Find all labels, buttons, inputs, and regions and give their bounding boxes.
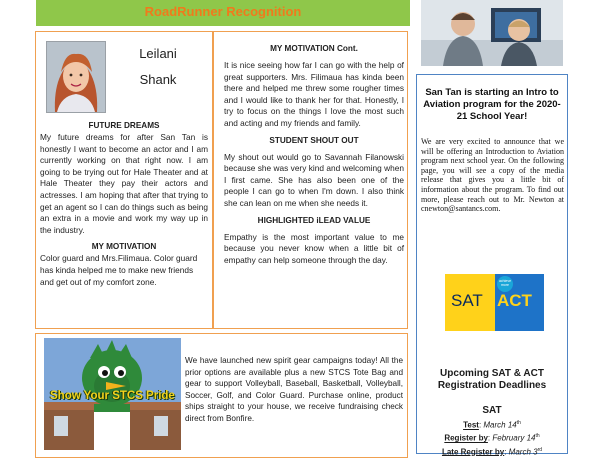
student-first-name: Leilani — [139, 46, 177, 61]
late-date-label: Late Register by — [441, 447, 505, 457]
register-date-suffix: th — [535, 433, 540, 440]
ilead-heading: HIGHLIGHTED iLEAD VALUE — [257, 215, 371, 225]
register-date-label: Register by — [444, 433, 488, 443]
sat-act-logo — [445, 274, 544, 331]
test-date-row: Test: March 14th — [463, 420, 521, 430]
motivation-heading: MY MOTIVATION — [91, 242, 157, 252]
sat-label: SAT — [482, 405, 502, 416]
aviation-title: San Tan is starting an Intro to Aviation program for the 2020-21 School Year! — [423, 87, 561, 122]
spirit-image-caption: Show Your STCS Pride — [50, 390, 175, 402]
deadlines-heading: Upcoming SAT & ACT Registration Deadlines — [437, 368, 547, 391]
test-date-value: March 14 — [483, 420, 517, 430]
motivation-cont-text: It is nice seeing how far I can go with the help of great supporters. Mrs. Filimaua has kinda been there and helped me threw some rougher times and I would like to thank her for that. Honestly, I try to focus on the things I love the most such and acting and my friends and family. — [224, 60, 404, 128]
aviation-text: We are very excited to announce that we will be offering an Introduction to Aviation program next school year. On the following page, you will see a copy of the media release that gives you a little bit of information about the program. To find out more, please reach out to Mr. Newton at cnewton@santancs.com. — [421, 137, 564, 214]
test-date-label: Test — [463, 420, 479, 430]
motivation-cont-heading: MY MOTIVATION Cont. — [270, 44, 358, 53]
aviation-photo — [421, 0, 563, 66]
register-date-row: Register by: February 14th — [444, 433, 540, 443]
logo-act: ACT — [497, 291, 532, 310]
shoutout-heading: STUDENT SHOUT OUT — [269, 135, 359, 145]
shoutout-text: My shout out would go to Savannah Filanowski because she was very kind and welcoming when I first came. She has also been one of the people I can go to when I'm down. I also think she can lean on me when she needs it. — [224, 151, 404, 208]
student-last-name: Shank — [139, 72, 177, 87]
section-banner — [36, 0, 410, 26]
late-date-suffix: rd — [537, 446, 543, 453]
future-dreams-text: My future dreams for after San Tan is honestly I want to become an actor and I am currently working on that right now. I am going to be trying out for Hale Theater and at Hale Theater they pay their actors and actresses. I am hoping that after that trying to get an agent so I can do things such as being an extra in a movie and work my way up in the industry. — [40, 132, 208, 235]
late-date-value: March 3 — [508, 447, 538, 457]
right-column — [224, 43, 404, 266]
test-date-suffix: th — [516, 420, 521, 426]
left-column — [40, 120, 208, 288]
banner-title: RoadRunner Recognition — [144, 4, 302, 19]
logo-tag: achieve more — [498, 279, 512, 287]
spirit-pride-image — [44, 338, 181, 450]
motivation-text: Color guard and Mrs.Filimaua. Color guard has kinda helped me to make new friends and get out of my comfort zone. — [40, 253, 198, 287]
late-date-row: Late Register by: March 3rd — [441, 446, 543, 457]
sat-dates — [420, 418, 564, 458]
student-portrait — [46, 41, 106, 113]
spirit-gear-text: We have launched new spirit gear campaigns today! All the prior options are available plus a new STCS Tote Bag and gear to support Volleyball, Baseball, Basketball, Volleyball, Soccer, Golf, and Color Guard. Purchase online, product ships straight to your house, we receive fundraising check direct from Bonfire. — [185, 356, 403, 423]
aviation-box — [416, 74, 568, 457]
logo-sat: SAT — [451, 291, 483, 310]
future-dreams-heading: FUTURE DREAMS — [88, 121, 160, 130]
column-divider — [212, 31, 214, 329]
ilead-text: Empathy is the most important value to me because you never know when a little bit of empathy can help someone through the day. — [224, 231, 404, 265]
register-date-value: February 14 — [492, 433, 536, 443]
